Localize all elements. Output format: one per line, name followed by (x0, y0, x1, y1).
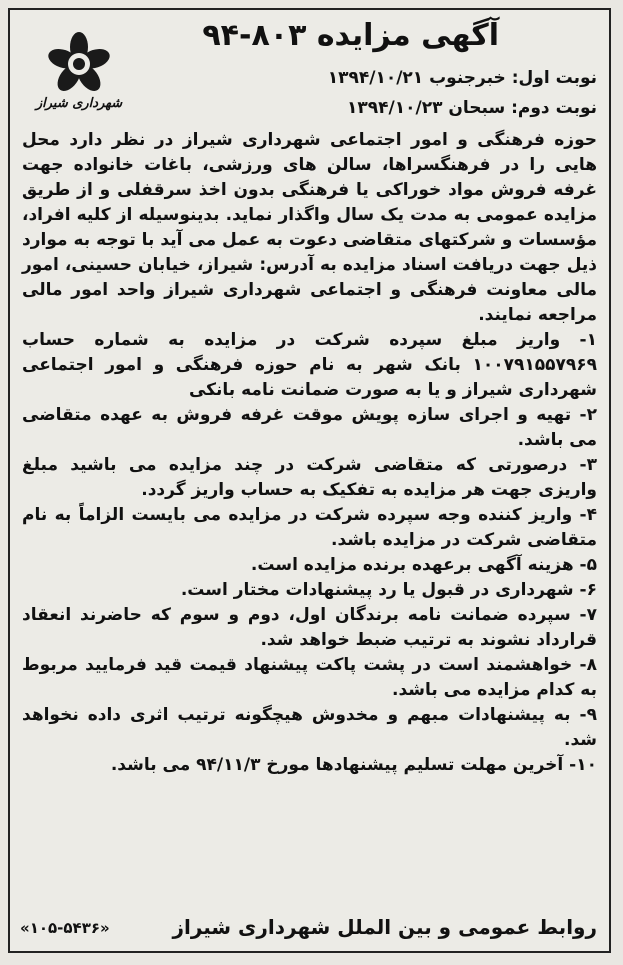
issuer-signature: روابط عمومی و بین الملل شهرداری شیراز (172, 915, 597, 939)
condition-item-10: ۱۰- آخرین مهلت تسلیم پیشنهادها مورخ ۹۴/۱۱/۳ می باشد. (110, 755, 597, 775)
publication-second: نوبت دوم: سبحان ۱۳۹۴/۱۰/۲۳ (347, 98, 597, 118)
ad-body (22, 128, 597, 778)
condition-item-4: ۴- واریز کننده وجه سپرده شرکت در مزایده می بایست الزاماً به نام متقاضی شرکت در مزایده باشد. (22, 505, 597, 550)
condition-item-5: ۵- هزینه آگهی برعهده برنده مزایده است. (250, 555, 597, 575)
condition-item-1: ۱- واریز مبلغ سپرده شرکت در مزایده به شماره حساب ۱۰۰۷۹۱۵۵۷۹۶۹ بانک شهر به نام حوزه فرهنگی و امور اجتماعی شهرداری شیراز و یا به صورت ضمانت نامه بانکی (22, 330, 597, 400)
condition-item-6: ۶- شهرداری در قبول یا رد پیشنهادات مختار است. (180, 580, 597, 600)
ad-title: آگهی مزایده ۸۰۳-۹۴ (202, 18, 499, 53)
reference-number: «۱۰۵-۵۴۳۶» (20, 919, 110, 937)
condition-item-9: ۹- به پیشنهادات مبهم و مخدوش هیچگونه ترتیب اثری داده نخواهد شد. (22, 705, 597, 750)
publication-first: نوبت اول: خبرجنوب ۱۳۹۴/۱۰/۲۱ (327, 68, 597, 88)
condition-item-8: ۸- خواهشمند است در پشت پاکت پیشنهاد قیمت قید فرمایید مربوط به کدام مزایده می باشد. (22, 655, 597, 700)
intro-paragraph: حوزه فرهنگی و امور اجتماعی شهرداری شیراز در نظر دارد محل هایی را در فرهنگسراها، سالن های ورزشی، باغات خانواده جهت غرفه فروش مواد خوراکی یا فرهنگی بدون اخذ سرقفلی و از طریق مزایده عمومی به مدت یک سال واگذار نماید. بدینوسیله از کلیه افراد، مؤسسات و شرکتهای متقاضی دعوت به عمل می آید با توجه به موارد ذیل جهت دریافت اسناد مزایده به آدرس: شیراز، خیابان حسینی، امور مالی معاونت فرهنگی و اجتماعی شهرداری شیراز واحد امور مالی مراجعه نمایند. (22, 130, 597, 325)
logo-text: شهرداری شیراز (35, 96, 123, 111)
condition-item-2: ۲- تهیه و اجرای سازه پویش موقت غرفه فروش به عهده متقاضی می باشد. (22, 405, 597, 450)
condition-item-3: ۳- درصورتی که متقاضی شرکت در چند مزایده می باشید مبلغ واریزی جهت هر مزایده به تفکیک به حساب واریز گردد. (22, 455, 597, 500)
condition-item-7: ۷- سپرده ضمانت نامه برندگان اول، دوم و سوم که حاضرند انعقاد قرارداد نشوند به ترتیب ضبط خواهد شد. (22, 605, 597, 650)
advertisement-frame (8, 8, 611, 953)
footer (20, 915, 597, 945)
municipality-logo (24, 32, 134, 124)
